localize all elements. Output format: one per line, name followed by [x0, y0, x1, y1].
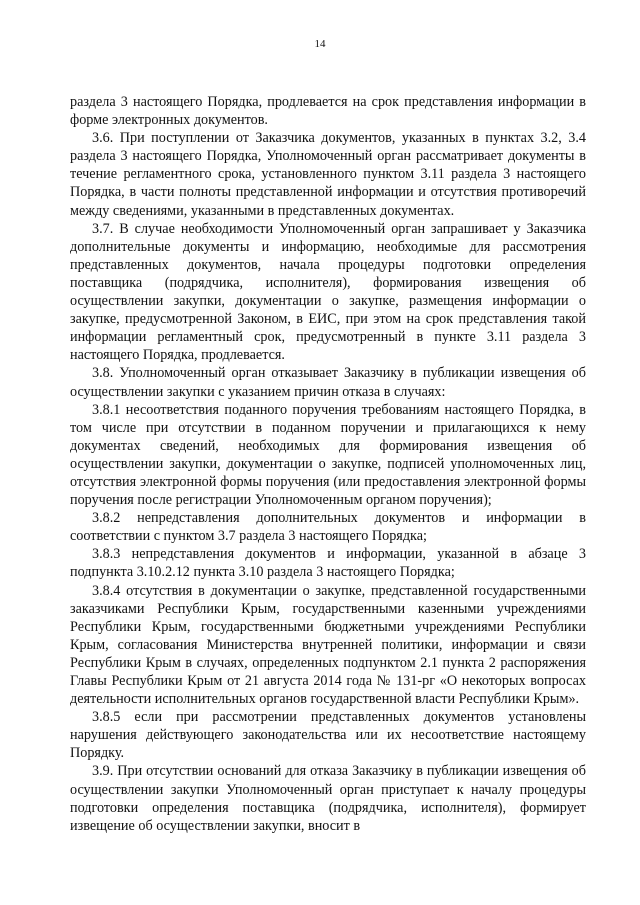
- paragraph-3-8-4: 3.8.4 отсутствия в документации о закупке, представленной государственными заказчиками Республики Крым, государственными казенными учреждениями Республики Крым, государственными бюджетными учреждениями Республики Крым, согласования Министерства внутренней политики, информации и связи Республики Крым в случаях, определенных подпунктом 2.1 пункта 2 распоряжения Главы Республики Крым от 21 августа 2014 года № 131-рг «О некоторых вопросах деятельности исполнительных органов государственной власти Республики Крым».: [70, 582, 586, 708]
- paragraph-3-9: 3.9. При отсутствии оснований для отказа Заказчику в публикации извещения об осуществлении закупки Уполномоченный орган приступает к началу процедуры подготовки определения поставщика (подрядчика, исполнителя), формирует извещение об осуществлении закупки, вносит в: [70, 763, 586, 834]
- paragraph-continuation: раздела 3 настоящего Порядка, продлевается на срок представления информации в форме электронных документов.: [70, 94, 586, 129]
- paragraph-3-7: 3.7. В случае необходимости Уполномоченный орган запрашивает у Заказчика дополнительные документы и информацию, необходимые для рассмотрения представленных документов, начала процедуры подготовки определения поставщика (подрядчика, исполнителя), формирования извещения об осуществлении закупки, документации о закупке, размещения информации о закупке, предусмотренной Законом, в ЕИС, при этом на срок представления такой информации регламентный срок, предусмотренный в пункте 3.11 раздела 3 настоящего Порядка, продлевается.: [70, 220, 586, 364]
- paragraph-3-8: 3.8. Уполномоченный орган отказывает Заказчику в публикации извещения об осуществлении закупки с указанием причин отказа в случаях:: [70, 365, 586, 400]
- paragraph-3-8-5: 3.8.5 если при рассмотрении представленных документов установлены нарушения действующего законодательства или их несоответствие настоящему Порядку.: [70, 709, 586, 762]
- document-body: [70, 93, 586, 835]
- paragraph-3-8-1: 3.8.1 несоответствия поданного поручения требованиям настоящего Порядка, в том числе при отсутствии в поданном поручении и прилагающихся к нему документах сведений, необходимых для формирования извещения об осуществлении закупки, документации о закупке, подписей уполномоченных лиц, отсутствия электронной формы поручения (или предоставления электронной формы поручения после регистрации Уполномоченным органом поручения);: [70, 401, 586, 509]
- page-number: 14: [314, 38, 326, 50]
- paragraph-3-8-2: 3.8.2 непредставления дополнительных документов и информации в соответствии с пунктом 3.7 раздела 3 настоящего Порядка;: [70, 510, 586, 545]
- paragraph-3-6: 3.6. При поступлении от Заказчика документов, указанных в пунктах 3.2, 3.4 раздела 3 настоящего Порядка, Уполномоченный орган рассматривает документы в течение регламентного срока, установленного пунктом 3.11 раздела 3 настоящего Порядка, в части полноты представленной информации и отсутствия противоречий между сведениями, указанными в представленных документах.: [70, 130, 586, 219]
- paragraph-3-8-3: 3.8.3 непредставления документов и информации, указанной в абзаце 3 подпункта 3.10.2.12 пункта 3.10 раздела 3 настоящего Порядка;: [70, 546, 586, 581]
